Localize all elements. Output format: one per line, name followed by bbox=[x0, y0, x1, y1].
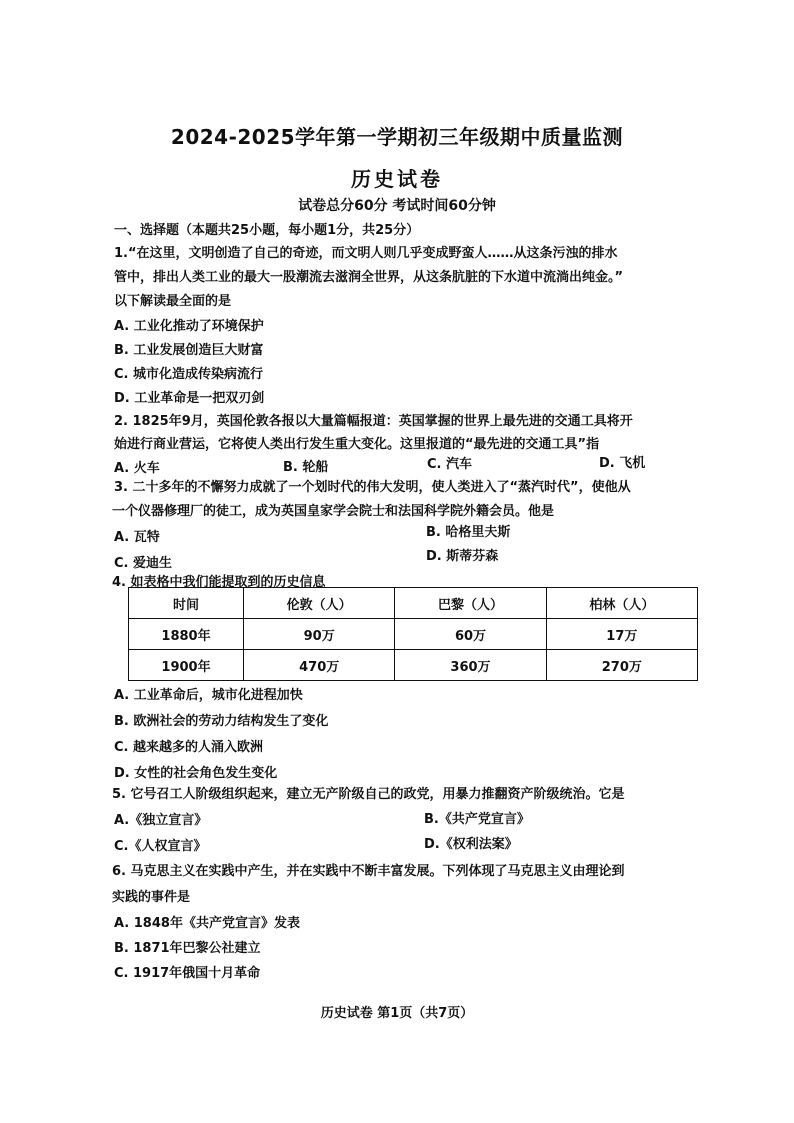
q6-option-b[interactable]: B. 1871年巴黎公社建立 bbox=[114, 941, 261, 956]
q5-option-b[interactable]: B.《共产党宣言》 bbox=[424, 812, 530, 827]
q1-option-d[interactable]: D. 工业革命是一把双刃剑 bbox=[114, 391, 265, 406]
q1-stem-line-2: 管中，排出人类工业的最大一股潮流去滋润全世界，从这条肮脏的下水道中流淌出纯金。” bbox=[114, 270, 624, 285]
page-footer: 历史试卷 第1页（共7页） bbox=[320, 1006, 474, 1021]
table-header-cell: 伦敦（人） bbox=[244, 588, 395, 619]
table-cell: 60万 bbox=[395, 619, 546, 650]
q5-option-d[interactable]: D.《权利法案》 bbox=[424, 837, 518, 852]
q1-stem-line-3: 以下解读最全面的是 bbox=[114, 294, 232, 309]
table-header-row bbox=[129, 588, 698, 619]
q5-stem: 5. 它号召工人阶级组织起来，建立无产阶级自己的政党，用暴力推翻资产阶级统治。它是 bbox=[112, 787, 625, 802]
q2-stem-line-2: 始进行商业营运，它将使人类出行发生重大变化。这里报道的“最先进的交通工具”指 bbox=[114, 437, 600, 452]
table-header-cell: 时间 bbox=[129, 588, 244, 619]
q6-stem-line-2: 实践的事件是 bbox=[112, 890, 191, 905]
q3-stem-line-1: 3. 二十多年的不懈努力成就了一个划时代的伟大发明，使人类进入了“蒸汽时代”，使他从 bbox=[114, 480, 631, 495]
q6-option-a[interactable]: A. 1848年《共产党宣言》发表 bbox=[114, 916, 300, 931]
table-cell: 17万 bbox=[546, 619, 697, 650]
q2-option-b[interactable]: B. 轮船 bbox=[283, 460, 329, 475]
q2-option-c[interactable]: C. 汽车 bbox=[427, 457, 473, 472]
q1-option-b[interactable]: B. 工业发展创造巨大财富 bbox=[114, 343, 264, 358]
table-header-cell: 柏林（人） bbox=[546, 588, 697, 619]
q3-option-a[interactable]: A. 瓦特 bbox=[114, 530, 160, 545]
subject-title: 历史试卷 bbox=[351, 167, 443, 191]
table-cell: 1900年 bbox=[129, 650, 244, 681]
table-header-cell: 巴黎（人） bbox=[395, 588, 546, 619]
q4-option-c[interactable]: C. 越来越多的人涌入欧洲 bbox=[114, 740, 264, 755]
table-cell: 90万 bbox=[244, 619, 395, 650]
population-table bbox=[128, 587, 698, 681]
q4-option-d[interactable]: D. 女性的社会角色发生变化 bbox=[114, 766, 278, 781]
q4-option-b[interactable]: B. 欧洲社会的劳动力结构发生了变化 bbox=[114, 714, 329, 729]
exam-title: 2024-2025学年第一学期初三年级期中质量监测 bbox=[170, 125, 624, 149]
q3-option-b[interactable]: B. 哈格里夫斯 bbox=[426, 525, 511, 540]
q1-stem-line-1: 1.“在这里，文明创造了自己的奇迹，而文明人则几乎变成野蛮人……从这条污浊的排水 bbox=[114, 246, 618, 261]
exam-info: 试卷总分60分 考试时间60分钟 bbox=[298, 198, 496, 214]
table-cell: 270万 bbox=[546, 650, 697, 681]
table-row bbox=[129, 650, 698, 681]
table-cell: 360万 bbox=[395, 650, 546, 681]
q3-stem-line-2: 一个仪器修理厂的徒工，成为英国皇家学会院士和法国科学院外籍会员。他是 bbox=[112, 504, 555, 519]
q6-option-c[interactable]: C. 1917年俄国十月革命 bbox=[114, 966, 261, 981]
table-row bbox=[129, 619, 698, 650]
q1-option-c[interactable]: C. 城市化造成传染病流行 bbox=[114, 367, 264, 382]
q4-stem: 4. 如表格中我们能提取到的历史信息 bbox=[112, 575, 326, 590]
q2-stem-line-1: 2. 1825年9月，英国伦敦各报以大量篇幅报道：英国掌握的世界上最先进的交通工具将开 bbox=[114, 414, 633, 429]
q5-option-a[interactable]: A.《独立宣言》 bbox=[114, 813, 208, 828]
section-heading: 一、选择题（本题共25小题，每小题1分，共25分） bbox=[114, 223, 420, 238]
q6-stem-line-1: 6. 马克思主义在实践中产生，并在实践中不断丰富发展。下列体现了马克思主义由理论到 bbox=[112, 864, 625, 879]
q1-option-a[interactable]: A. 工业化推动了环境保护 bbox=[114, 319, 264, 334]
q5-option-c[interactable]: C.《人权宣言》 bbox=[114, 839, 207, 854]
q3-option-c[interactable]: C. 爱迪生 bbox=[114, 556, 173, 571]
table-cell: 470万 bbox=[244, 650, 395, 681]
q2-option-a[interactable]: A. 火车 bbox=[114, 461, 160, 476]
q3-option-d[interactable]: D. 斯蒂芬森 bbox=[426, 549, 499, 564]
table-cell: 1880年 bbox=[129, 619, 244, 650]
q2-option-d[interactable]: D. 飞机 bbox=[599, 456, 646, 471]
q4-option-a[interactable]: A. 工业革命后，城市化进程加快 bbox=[114, 688, 303, 703]
